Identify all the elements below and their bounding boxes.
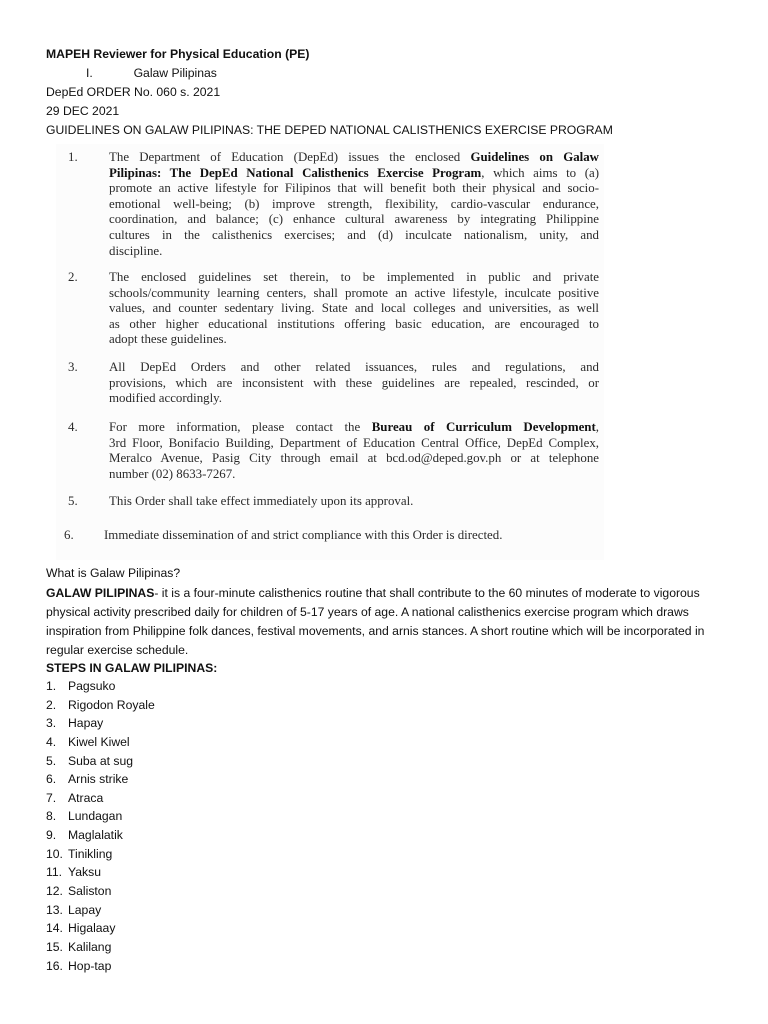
para-line: cultures in the calisthenics exercises; and (d) inculcate nationalism, unity, and — [109, 227, 599, 242]
item-number: 2. — [68, 270, 78, 284]
list-item: 12. Saliston — [46, 884, 112, 899]
para-line: provisions, which are inconsistent with these guidelines are repealed, rescinded, or — [109, 375, 599, 390]
order-number: DepEd ORDER No. 060 s. 2021 — [46, 85, 221, 99]
list-item: 2. Rigodon Royale — [46, 697, 155, 712]
para-line: Immediate dissemination of and strict compliance with this Order is directed. — [104, 528, 503, 542]
order-date: 29 DEC 2021 — [46, 104, 120, 118]
para-line: schools/community learning centers, shall promote an active lifestyle, inculcate positive — [109, 285, 599, 300]
steps-list — [46, 677, 155, 975]
definition-text: - it is a four-minute calisthenics routine that shall contribute to the 60 minutes of moderate to vigorous physical activity prescribed daily for children of 5-17 years of age. A national calisthenics exercise program which draws inspiration from Philippine folk dances, festival movements, and arnis stances. A short routine which will be incorporated in regular exercise schedule. — [46, 586, 705, 657]
bold-phrase: Bureau of Curriculum Development — [371, 420, 596, 434]
para-line: values, and counter sedentary living. State and local colleges and universities, as well — [109, 301, 599, 316]
para-line: discipline. — [109, 243, 163, 258]
list-item: 6. Arnis strike — [46, 772, 129, 787]
scanned-order-excerpt — [56, 144, 604, 560]
list-item: 7. Atraca — [46, 790, 104, 805]
list-item: 5. Suba at sug — [46, 753, 134, 768]
bold-phrase: Guidelines on Galaw — [470, 150, 599, 164]
para-line: This Order shall take effect immediately upon its approval. — [109, 494, 414, 508]
order-item-5 — [68, 494, 599, 510]
para-line: coordination, and balance; (c) enhance cultural awareness by integrating Philippine — [109, 212, 599, 227]
bold-phrase: Pilipinas: The DepEd National Calisthenics Exercise Program — [109, 165, 482, 180]
para-line: Meralco Avenue, Pasig City through email at bcd.od@deped.gov.ph or at telephone — [109, 451, 599, 466]
item-number: 5. — [68, 494, 78, 508]
list-item: 14. Higalaay — [46, 921, 116, 936]
list-item: 1. Pagsuko — [46, 679, 116, 693]
list-item: 3. Hapay — [46, 716, 104, 731]
para-line: For more information, please contact the Bureau of Curriculum Development, — [109, 420, 599, 434]
order-item-2 — [68, 270, 599, 348]
section-heading — [86, 66, 217, 80]
guidelines-title: GUIDELINES ON GALAW PILIPINAS: THE DEPED NATIONAL CALISTHENICS EXERCISE PROGRAM — [46, 123, 613, 137]
para-line: promote an active lifestyle for Filipinos that will benefit both their physical and socio- — [109, 181, 599, 196]
item-number: 1. — [68, 150, 78, 164]
para-line: number (02) 8633-7267. — [109, 466, 236, 481]
para-line: as other higher educational institutions offering basic education, are encouraged to — [109, 316, 599, 331]
steps-heading: STEPS IN GALAW PILIPINAS: — [46, 661, 218, 675]
list-item: 13. Lapay — [46, 902, 102, 917]
section-title: Galaw Pilipinas — [133, 66, 217, 80]
list-item: 10. Tinikling — [46, 846, 113, 861]
list-item: 4. Kiwel Kiwel — [46, 734, 130, 749]
para-line: All DepEd Orders and other related issuances, rules and regulations, and — [109, 360, 599, 374]
definition-paragraph — [46, 584, 736, 660]
doc-title: MAPEH Reviewer for Physical Education (PE) — [46, 47, 310, 61]
para-line: adopt these guidelines. — [109, 332, 227, 347]
para-line: modified accordingly. — [109, 391, 222, 406]
list-item: 9. Maglalatik — [46, 828, 123, 843]
list-item: 16. Hop-tap — [46, 958, 112, 973]
definition-term: GALAW PILIPINAS — [46, 586, 155, 600]
para-line: The enclosed guidelines set therein, to be implemented in public and private — [109, 270, 599, 284]
item-number: 4. — [68, 420, 78, 434]
order-item-6 — [64, 528, 600, 544]
para-line: emotional well-being; (b) improve strength, flexibility, cardio-vascular endurance, — [109, 196, 599, 211]
list-item: 8. Lundagan — [46, 809, 123, 824]
para-line: 3rd Floor, Bonifacio Building, Department of Education Central Office, DepEd Complex, — [109, 435, 599, 450]
para-line: Pilipinas: The DepEd National Calisthenics Exercise Program, which aims to (a) — [109, 165, 599, 180]
order-item-1 — [68, 150, 599, 259]
item-number: 3. — [68, 360, 78, 374]
list-item: 15. Kalilang — [46, 939, 112, 954]
question-heading: What is Galaw Pilipinas? — [46, 566, 181, 580]
para-line: The Department of Education (DepEd) issues the enclosed Guidelines on Galaw — [109, 150, 599, 164]
section-number: I. — [86, 66, 93, 80]
item-number: 6. — [64, 528, 74, 542]
order-item-4 — [68, 420, 599, 482]
list-item: 11. Yaksu — [46, 865, 101, 880]
order-item-3 — [68, 360, 599, 407]
